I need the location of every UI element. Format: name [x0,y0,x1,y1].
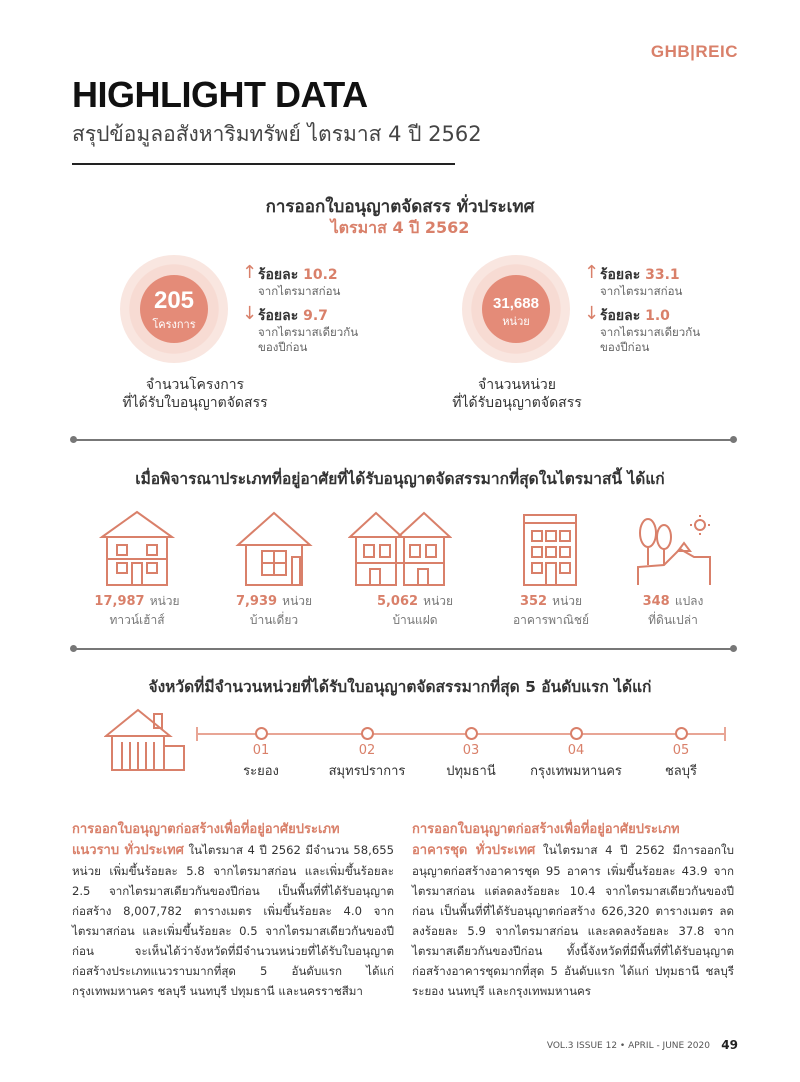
province-rank: 02 [358,743,376,758]
projects-caption [70,376,320,412]
arrow-up-icon: ↑ [242,262,258,283]
projects-yoy-prefix: ร้อยละ [258,308,304,324]
housing-item-detached [209,590,339,630]
units-yoy-note1: จากไตรมาสเดียวกัน [600,325,701,339]
units-donut-center [482,275,550,343]
detached-house-icon [232,507,316,587]
projects-qoq-value: 10.2 [303,267,338,283]
column-condo [412,820,734,1001]
housing-unit: แปลง [674,594,704,608]
projects-yoy-value: 9.7 [303,308,328,324]
house-icon [104,706,186,772]
projects-donut [120,255,228,363]
province-name: ระยอง [243,764,279,779]
column-lowrise-heading1: การออกใบอนุญาตก่อสร้างเพื่อที่อยู่อาศัยประเภท [72,822,340,837]
arrow-down-icon: ↓ [242,303,258,324]
arrow-up-icon: ↑ [584,262,600,283]
province-name: ปทุมธานี [446,764,496,779]
units-yoy-note2: ของปีก่อน [600,340,650,354]
housing-types-title: เมื่อพิจารณาประเภทที่อยู่อาศัยที่ได้รับอนุญาตจัดสรรมากที่สุดในไตรมาสนี้ ได้แก่ [135,470,665,488]
housing-label: บ้านเดี่ยว [249,613,299,627]
timeline-start-tick [196,727,198,741]
province-name: ชลบุรี [664,764,698,779]
housing-item-land [608,590,738,630]
page-subtitle: สรุปข้อมูลอสังหาริมทรัพย์ ไตรมาส 4 ปี 2562 [72,122,482,146]
projects-caption-line2: ที่ได้รับใบอนุญาตจัดสรร [122,395,268,411]
brand-logo: GHB|REIC [650,42,738,61]
projects-qoq [258,264,338,286]
page-title: HIGHLIGHT DATA [72,74,368,115]
province-rank: 04 [567,743,585,758]
projects-qoq-note: จากไตรมาสก่อน [258,284,341,298]
projects-donut-center [140,275,208,343]
province-marker [465,727,478,740]
province-rank: 05 [672,743,690,758]
units-qoq-note: จากไตรมาสก่อน [600,284,683,298]
divider-dot [730,645,737,652]
units-caption [392,376,642,412]
units-qoq [600,264,680,286]
column-condo-heading1: การออกใบอนุญาตก่อสร้างเพื่อที่อยู่อาศัยประเภท [412,822,680,837]
province-timeline [196,733,726,735]
housing-value: 5,062 [376,594,419,609]
units-qoq-prefix: ร้อยละ [600,267,646,283]
column-lowrise-body: ในไตรมาส 4 ปี 2562 มีจำนวน 58,655 หน่วย เพิ่มขึ้นร้อยละ 5.8 จากไตรมาสก่อน และเพิ่มขึ้นร้อยละ 2.5 จากไตรมาสเดียวกันของปีก่อน เป็นพื้นที่ที่ได้รับอนุญาตก่อสร้าง 8,007,782 ตารางเมตร เพิ่มขึ้นร้อยละ 4.0 จากไตรมาสก่อน และเพิ่มขึ้นร้อยละ 0.5 จากไตรมาสเดียวกันของปีก่อน จะเห็นได้ว่าจังหวัดที่มีจำนวนหน่วยที่ได้รับใบอนุญาตก่อสร้างประเภทแนวราบมากที่สุด 5 อันดับแรก ได้แก่ กรุงเทพมหานคร ชลบุรี นนทบุรี ปทุมธานี และนครราชสีมา [72,843,394,998]
province-rank: 01 [252,743,270,758]
province-marker [255,727,268,740]
province-marker [675,727,688,740]
units-unit: หน่วย [502,315,530,328]
housing-value: 352 [519,594,548,609]
housing-label: อาคารพาณิชย์ [512,613,590,627]
housing-unit: หน่วย [149,594,180,608]
housing-unit: หน่วย [552,594,583,608]
housing-value: 7,939 [235,594,278,609]
housing-unit: หน่วย [282,594,313,608]
projects-caption-line1: จำนวนโครงการ [145,377,245,393]
province-name: สมุทรปราการ [328,764,406,779]
housing-label: บ้านแฝด [392,613,438,627]
units-value: 31,688 [493,295,539,312]
provinces-title: จังหวัดที่มีจำนวนหน่วยที่ได้รับใบอนุญาตจัดสรรมากที่สุด 5 อันดับแรก ได้แก่ [148,678,652,696]
projects-value: 205 [153,287,195,314]
timeline-end-tick [724,727,726,741]
footer-issue: VOL.3 ISSUE 12 • APRIL - JUNE 2020 [546,1041,710,1051]
column-lowrise-heading2: แนวราบ ทั่วประเทศ [72,843,184,858]
title-rule [72,163,455,165]
housing-item-townhouse [72,590,202,630]
column-condo-heading2: อาคารชุด ทั่วประเทศ [412,843,536,858]
units-yoy-value: 1.0 [645,308,670,324]
arrow-down-icon: ↓ [584,303,600,324]
divider-line [74,439,734,441]
permits-title: การออกใบอนุญาตจัดสรร ทั่วประเทศ [265,197,535,217]
divider-dot [730,436,737,443]
units-caption-line1: จำนวนหน่วย [478,377,556,393]
permits-subtitle: ไตรมาส 4 ปี 2562 [330,218,470,237]
province-marker [361,727,374,740]
housing-value: 348 [642,594,670,609]
projects-qoq-prefix: ร้อยละ [258,267,304,283]
housing-value: 17,987 [94,594,145,609]
commercial-building-icon [520,507,580,587]
units-caption-line2: ที่ได้รับอนุญาตจัดสรร [452,395,582,411]
divider-line [74,648,734,650]
units-donut [462,255,570,363]
housing-item-twin [350,590,480,630]
twin-house-icon [348,507,452,587]
housing-unit: หน่วย [423,594,454,608]
housing-label: ที่ดินเปล่า [648,613,698,627]
province-name: กรุงเทพมหานคร [530,764,622,779]
column-lowrise [72,820,394,1001]
townhouse-icon [92,507,182,587]
page-number: 49 [721,1038,738,1052]
projects-yoy-note1: จากไตรมาสเดียวกัน [258,325,359,339]
units-yoy-prefix: ร้อยละ [600,308,646,324]
column-condo-body: ในไตรมาส 4 ปี 2562 มีการออกใบอนุญาตก่อสร้างอาคารชุด 95 อาคาร เพิ่มขึ้นร้อยละ 43.9 จากไตรมาสก่อน แต่ลดลงร้อยละ 10.4 จากไตรมาสเดียวกันของปีก่อน เป็นพื้นที่ที่ได้รับอนุญาตก่อสร้าง 626,320 ตารางเมตร ลดลงร้อยละ 5.9 จากไตรมาสก่อน และลดลงร้อยละ 37.8 จากไตรมาสเดียวกันของปีก่อน ทั้งนี้จังหวัดที่มีพื้นที่ที่ได้รับอนุญาตก่อสร้างอาคารชุดมากที่สุด 5 อันดับแรก ได้แก่ ปทุมธานี ชลบุรี ระยอง นนทบุรี และกรุงเทพมหานคร [412,843,735,998]
units-qoq-value: 33.1 [645,267,680,283]
vacant-land-icon [634,507,714,587]
province-rank: 03 [462,743,480,758]
housing-item-commercial [486,590,616,630]
projects-yoy [258,305,328,327]
housing-label: ทาวน์เฮ้าส์ [109,613,165,627]
province-marker [570,727,583,740]
units-yoy [600,305,670,327]
projects-yoy-note2: ของปีก่อน [258,340,308,354]
projects-unit: โครงการ [152,318,196,331]
